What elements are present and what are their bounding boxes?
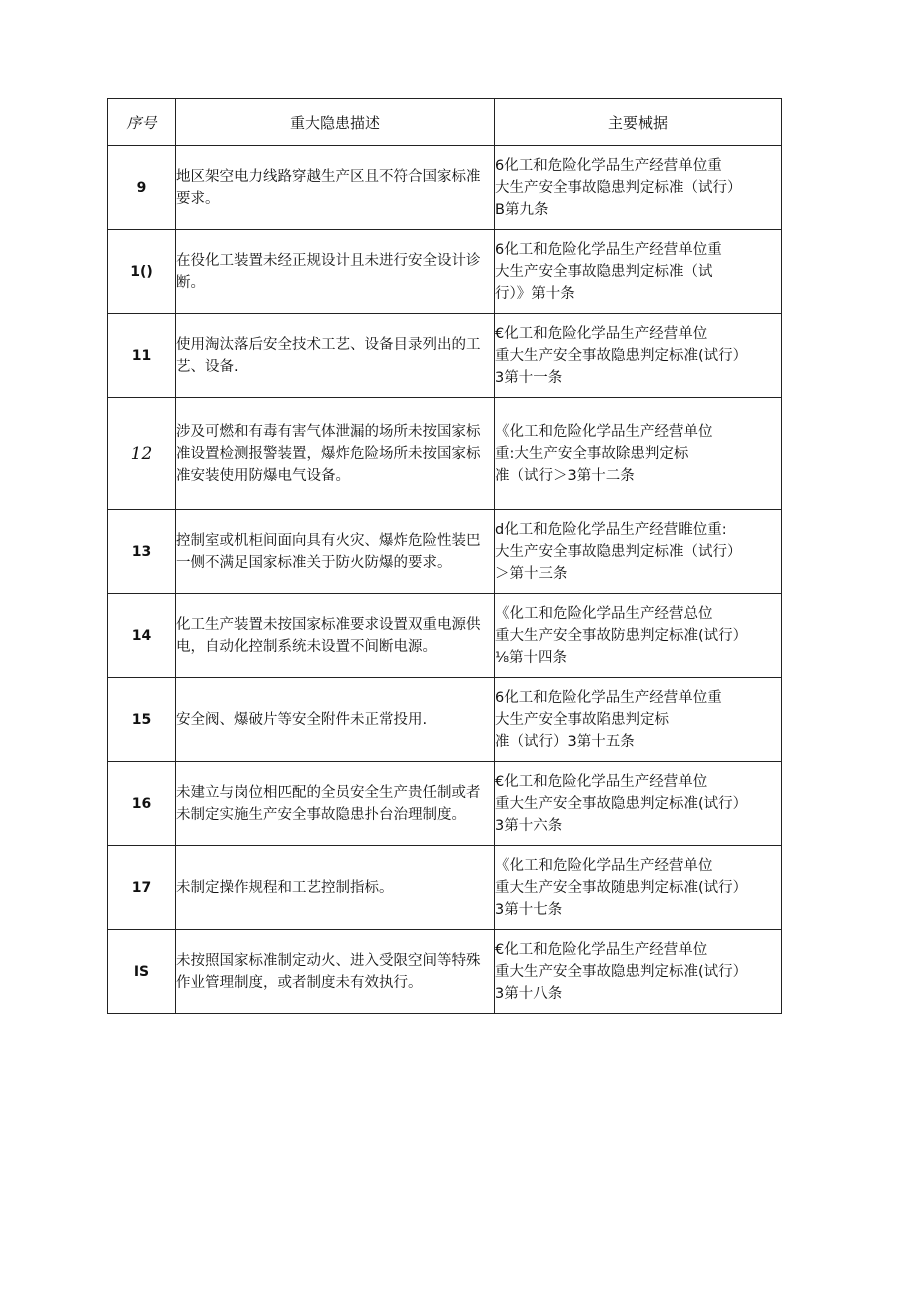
row-basis: d化工和危险化学品生产经营睢位重: 大生产安全事故隐患判定标准（试行） ＞第十三条 — [495, 510, 782, 594]
row-description: 在役化工装置未经正规设计且未进行安全设计诊断。 — [176, 230, 495, 314]
table-header-row — [108, 99, 782, 146]
row-number: 1() — [108, 230, 176, 314]
row-number: 17 — [108, 846, 176, 930]
row-description: 使用淘汰落后安全技术工艺、设备目录列出的工艺、设备. — [176, 314, 495, 398]
row-basis: €化工和危险化学品生产经营单位 重大生产安全事故隐患判定标准(试行） 3第十六条 — [495, 762, 782, 846]
row-basis: 6化工和危险化学品生产经营单位重 大生产安全事故隐患判定标准（试行） B第九条 — [495, 146, 782, 230]
row-basis: 6化工和危险化学品生产经营单位重 大生产安全事故隐患判定标准（试 行）》第十条 — [495, 230, 782, 314]
row-number: IS — [108, 930, 176, 1014]
table-row — [108, 594, 782, 678]
table-row — [108, 678, 782, 762]
row-description: 未按照国家标准制定动火、进入受限空间等特殊作业管理制度，或者制度未有效执行。 — [176, 930, 495, 1014]
row-basis: 《化工和危险化学品生产经营单位 重:大生产安全事故除患判定标 准（试行＞3第十二条 — [495, 398, 782, 510]
table-row — [108, 510, 782, 594]
table-row — [108, 230, 782, 314]
row-basis: €化工和危险化学品生产经营单位 重大生产安全事故隐患判定标准(试行） 3第十八条 — [495, 930, 782, 1014]
row-description: 未建立与岗位相匹配的全员安全生产贵任制或者未制定实施生产安全事故隐患扑台治理制度。 — [176, 762, 495, 846]
row-number: 14 — [108, 594, 176, 678]
row-basis: 《化工和危险化学品生产经营总位 重大生产安全事故防患判定标准(试行） ⅛第十四条 — [495, 594, 782, 678]
header-no: 序号 — [108, 99, 176, 146]
row-number: 15 — [108, 678, 176, 762]
row-number: 12 — [108, 398, 176, 510]
hazard-table — [107, 98, 782, 1014]
table-row — [108, 398, 782, 510]
row-number: 9 — [108, 146, 176, 230]
row-number: 16 — [108, 762, 176, 846]
row-number: 11 — [108, 314, 176, 398]
row-description: 地区架空电力线路穿越生产区且不符合国家标准要求。 — [176, 146, 495, 230]
table-row — [108, 930, 782, 1014]
table-row — [108, 762, 782, 846]
table-row — [108, 146, 782, 230]
table-row — [108, 846, 782, 930]
table-row — [108, 314, 782, 398]
row-basis: €化工和危险化学品生产经营单位 重大生产安全事故隐患判定标准(试行） 3第十一条 — [495, 314, 782, 398]
header-basis: 主要械据 — [495, 99, 782, 146]
row-basis: 《化工和危险化学品生产经营单位 重大生产安全事故随患判定标准(试行） 3第十七条 — [495, 846, 782, 930]
row-description: 化工生产装置未按国家标准要求设置双重电源供电，自动化控制系统未设置不间断电源。 — [176, 594, 495, 678]
header-description: 重大隐患描述 — [176, 99, 495, 146]
row-basis: 6化工和危险化学品生产经营单位重 大生产安全事故陷患判定标 准（试行）3第十五条 — [495, 678, 782, 762]
row-number: 13 — [108, 510, 176, 594]
row-description: 控制室或机柜间面向具有火灾、爆炸危险性装巴一侧不满足国家标准关于防火防爆的要求。 — [176, 510, 495, 594]
row-description: 安全阀、爆破片等安全附件未正常投用. — [176, 678, 495, 762]
row-description: 未制定操作规程和工艺控制指标。 — [176, 846, 495, 930]
row-description: 涉及可燃和有毒有害气体泄漏的场所未按国家标准设置检测报警装置，爆炸危险场所未按国家标准安装使用防爆电气设备。 — [176, 398, 495, 510]
